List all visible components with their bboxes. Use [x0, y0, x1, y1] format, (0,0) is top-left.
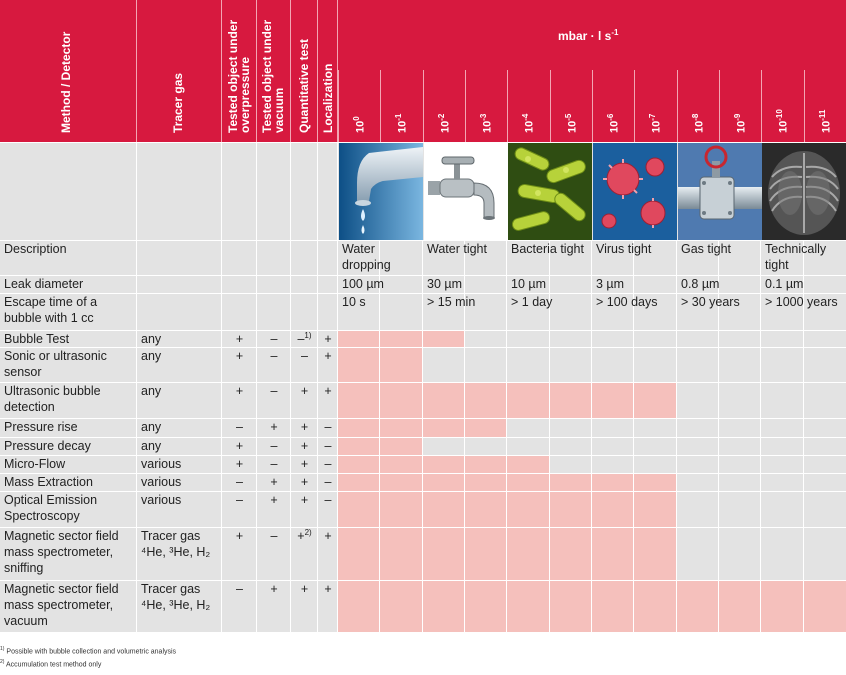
symbol: – [270, 439, 278, 453]
symbol: – [324, 420, 332, 434]
method-over-symbol [222, 331, 257, 347]
symbol: – [236, 582, 243, 596]
tracer-gas-value: various [141, 475, 182, 489]
closed-tap-image [424, 143, 508, 240]
method-quant-symbol [291, 348, 318, 364]
method-vac-symbol [257, 419, 291, 435]
dripping-faucet-image [339, 143, 423, 240]
info-value: > 1 day [511, 295, 553, 309]
tick-divider [338, 70, 339, 142]
method-over-symbol [222, 456, 257, 472]
symbol: – [270, 529, 278, 543]
info-value: > 30 years [681, 295, 740, 309]
symbol: – [270, 349, 278, 363]
method-loc-symbol [318, 383, 338, 399]
method-quant-symbol [291, 438, 318, 454]
tracer-gas-value: any [141, 332, 162, 346]
info-value: > 1000 years [765, 295, 838, 309]
tracer-line: ⁴He, ³He, H₂ [141, 545, 211, 559]
method-name: Pressure decay [4, 439, 91, 453]
footnote-1: $^{1)}$ Possible with bubble collection and volumetric analysis [0, 646, 177, 656]
units-base: mbar · l s [558, 29, 612, 43]
symbol: + [270, 420, 278, 434]
method-quant-symbol [291, 331, 318, 347]
header-vacuum [261, 20, 285, 133]
method-loc-symbol [318, 456, 338, 472]
symbol: – [236, 493, 243, 507]
leak-range-bar [338, 473, 677, 491]
symbol: + [235, 457, 244, 471]
symbol: – [270, 384, 278, 398]
info-value: Gas tight [681, 242, 732, 256]
method-quant-symbol [291, 383, 318, 399]
exponent-label [775, 109, 790, 133]
method-name: Optical Emission Spectroscopy [4, 493, 98, 523]
info-value: 30 µm [427, 277, 462, 291]
info-value: 0.8 µm [681, 277, 720, 291]
exponent-label [733, 114, 748, 133]
header-quantitative [298, 39, 310, 133]
exponent-label [479, 114, 494, 133]
method-name: Magnetic sector field mass spectrometer, vacuum [4, 582, 119, 628]
tracer-gas-value: various [141, 457, 182, 471]
header-divider [317, 0, 318, 142]
symbol: + [297, 529, 305, 543]
info-row-label: Leak diameter [4, 277, 84, 291]
footnote-ref: 1) [304, 330, 312, 340]
tick-divider [550, 70, 551, 142]
info-value: > 100 days [596, 295, 658, 309]
method-loc-symbol [318, 438, 338, 454]
info-row-label: Escape time of a bubble with 1 cc [4, 295, 98, 325]
exponent-power: -7 [648, 113, 658, 121]
exponent-base: 10 [396, 120, 409, 133]
method-vac-symbol [257, 348, 291, 364]
exponent-label [437, 114, 452, 133]
symbol: + [324, 384, 332, 398]
method-over-symbol [222, 492, 257, 508]
info-value: Technically tight [765, 242, 827, 272]
exponent-base: 10 [735, 120, 748, 133]
exponent-base: 10 [820, 120, 833, 133]
symbol: + [270, 475, 278, 489]
method-name: Bubble Test [4, 332, 70, 346]
tick-divider [592, 70, 593, 142]
exponent-power: -9 [732, 113, 742, 121]
header-quantitative-line: Quantitative test [297, 38, 311, 133]
method-vac-symbol [257, 456, 291, 472]
symbol: + [324, 582, 332, 596]
tracer-gas-value: any [141, 349, 162, 363]
header-method-detector [60, 32, 72, 133]
method-loc-symbol [318, 474, 338, 490]
tracer-gas-value [141, 528, 221, 560]
exponent-power: -2 [436, 113, 446, 121]
symbol: + [324, 332, 332, 346]
xray-image [762, 143, 846, 240]
exponent-label [521, 114, 536, 133]
exponent-base: 10 [481, 120, 494, 133]
symbol: – [324, 475, 332, 489]
header-overpressure [227, 20, 251, 133]
footnote-ref: 2) [304, 527, 312, 537]
method-loc-symbol [318, 528, 338, 544]
units-exponent: -1 [611, 28, 619, 37]
method-loc-symbol [318, 331, 338, 347]
header-divider [221, 0, 222, 142]
bacteria-image [508, 143, 592, 240]
tracer-gas-value: any [141, 420, 162, 434]
exponent-base: 10 [354, 120, 367, 133]
exponent-label [648, 114, 663, 133]
method-loc-symbol [318, 581, 338, 597]
exponent-power: -6 [605, 113, 615, 121]
method-over-symbol [222, 348, 257, 364]
symbol: – [236, 475, 243, 489]
exponent-power: -5 [563, 113, 573, 121]
method-quant-symbol [291, 456, 318, 472]
header-vacuum-line: vacuum [272, 87, 286, 133]
exponent-base: 10 [777, 120, 790, 133]
info-value: 10 µm [511, 277, 546, 291]
symbol: + [270, 582, 278, 596]
info-value: Water dropping [342, 242, 391, 272]
method-over-symbol [222, 528, 257, 544]
method-quant-symbol [291, 419, 318, 435]
leak-range-bar [338, 347, 423, 382]
symbol: + [300, 457, 309, 471]
header-divider [256, 0, 257, 142]
exponent-power: -3 [478, 113, 488, 121]
symbol: – [324, 439, 332, 453]
method-loc-symbol [318, 348, 338, 364]
method-over-symbol [222, 474, 257, 490]
tracer-line: Tracer gas [141, 582, 201, 596]
units-label [558, 28, 618, 43]
exponent-base: 10 [439, 120, 452, 133]
info-value: 3 µm [596, 277, 625, 291]
leak-range-bar [338, 437, 423, 455]
exponent-label [606, 114, 621, 133]
header-method-detector-line: Method / Detector [59, 31, 73, 133]
symbol: + [235, 529, 244, 543]
exponent-base: 10 [608, 120, 621, 133]
exponent-power: -4 [521, 113, 531, 121]
symbol: – [301, 349, 308, 363]
method-over-symbol [222, 383, 257, 399]
symbol: + [235, 349, 244, 363]
tick-divider [634, 70, 635, 142]
exponent-power: -8 [690, 113, 700, 121]
info-value: > 15 min [427, 295, 476, 309]
method-vac-symbol [257, 383, 291, 399]
tick-divider [423, 70, 424, 142]
symbol: + [300, 493, 309, 507]
tick-divider [719, 70, 720, 142]
info-value: Virus tight [596, 242, 652, 256]
exponent-base: 10 [693, 120, 706, 133]
tracer-gas-value: any [141, 384, 162, 398]
symbol: – [270, 457, 278, 471]
symbol: + [270, 493, 278, 507]
symbol: + [300, 475, 309, 489]
exponent-base: 10 [566, 120, 579, 133]
method-loc-symbol [318, 492, 338, 508]
exponent-base: 10 [650, 120, 663, 133]
method-over-symbol [222, 581, 257, 597]
tracer-gas-value: various [141, 493, 182, 507]
tick-divider [380, 70, 381, 142]
method-name: Magnetic sector field mass spectrometer, sniffing [4, 529, 119, 575]
gas-valve-image [678, 143, 762, 240]
info-value: 10 s [342, 295, 366, 309]
leak-range-bar [338, 491, 677, 527]
method-name: Pressure rise [4, 420, 78, 434]
exponent-label [352, 116, 367, 133]
method-quant-symbol [291, 492, 318, 508]
leak-range-bar [338, 527, 677, 580]
info-value: Bacteria tight [511, 242, 584, 256]
tick-divider [804, 70, 805, 142]
header-tracer-gas [172, 73, 184, 133]
method-vac-symbol [257, 331, 291, 347]
header-overpressure-line: Tested object under [226, 19, 240, 133]
exponent-power: -10 [775, 109, 785, 121]
tracer-line: ⁴He, ³He, H₂ [141, 598, 211, 612]
symbol: – [270, 332, 278, 346]
method-name: Micro-Flow [4, 457, 66, 471]
symbol: – [324, 457, 332, 471]
symbol: + [324, 529, 332, 543]
method-loc-symbol [318, 419, 338, 435]
method-name: Ultrasonic bubble detection [4, 384, 101, 414]
exponent-label [818, 110, 833, 133]
header-overpressure-line: overpressure [238, 56, 252, 133]
header-vacuum-line: Tested object under [260, 19, 274, 133]
method-name: Sonic or ultrasonic sensor [4, 349, 107, 379]
symbol: – [297, 332, 305, 346]
tick-divider [677, 70, 678, 142]
footnote-2: $^{2)}$ Accumulation test method only [0, 659, 102, 669]
method-vac-symbol [257, 438, 291, 454]
method-quant-symbol [291, 581, 318, 597]
grid-line-v [136, 142, 137, 632]
method-vac-symbol [257, 528, 291, 544]
symbol: + [300, 439, 309, 453]
method-quant-symbol [291, 528, 318, 544]
exponent-label [564, 114, 579, 133]
method-over-symbol [222, 419, 257, 435]
leak-range-bar [338, 330, 465, 347]
exponent-base: 10 [523, 120, 536, 133]
symbol: – [236, 420, 243, 434]
symbol: + [235, 384, 244, 398]
info-value: 100 µm [342, 277, 384, 291]
info-value: Water tight [427, 242, 487, 256]
tracer-gas-value [141, 581, 221, 613]
exponent-power: -11 [817, 109, 827, 121]
tracer-gas-value: any [141, 439, 162, 453]
method-quant-symbol [291, 474, 318, 490]
method-name: Mass Extraction [4, 475, 93, 489]
leak-range-bar [338, 382, 677, 418]
header-localization-line: Localization [321, 63, 335, 133]
exponent-label [691, 114, 706, 133]
tick-divider [761, 70, 762, 142]
method-vac-symbol [257, 492, 291, 508]
header-localization [322, 64, 334, 133]
method-vac-symbol [257, 474, 291, 490]
symbol: + [300, 384, 309, 398]
tracer-line: Tracer gas [141, 529, 201, 543]
symbol: – [324, 493, 332, 507]
method-over-symbol [222, 438, 257, 454]
header-tracer-gas-line: Tracer gas [171, 72, 185, 133]
leak-range-bar [338, 455, 550, 473]
symbol: + [235, 332, 244, 346]
header-divider [136, 0, 137, 142]
symbol: + [300, 582, 309, 596]
exponent-power: 0 [352, 116, 361, 121]
tick-divider [465, 70, 466, 142]
method-vac-symbol [257, 581, 291, 597]
symbol: + [300, 420, 309, 434]
tick-divider [507, 70, 508, 142]
symbol: + [235, 439, 244, 453]
virus-image [593, 143, 677, 240]
exponent-power: -1 [394, 113, 404, 121]
header-divider [290, 0, 291, 142]
exponent-label [394, 114, 409, 133]
symbol: + [324, 349, 332, 363]
info-value: 0.1 µm [765, 277, 804, 291]
grid-line-h [0, 632, 846, 633]
info-row-label: Description [4, 242, 67, 256]
